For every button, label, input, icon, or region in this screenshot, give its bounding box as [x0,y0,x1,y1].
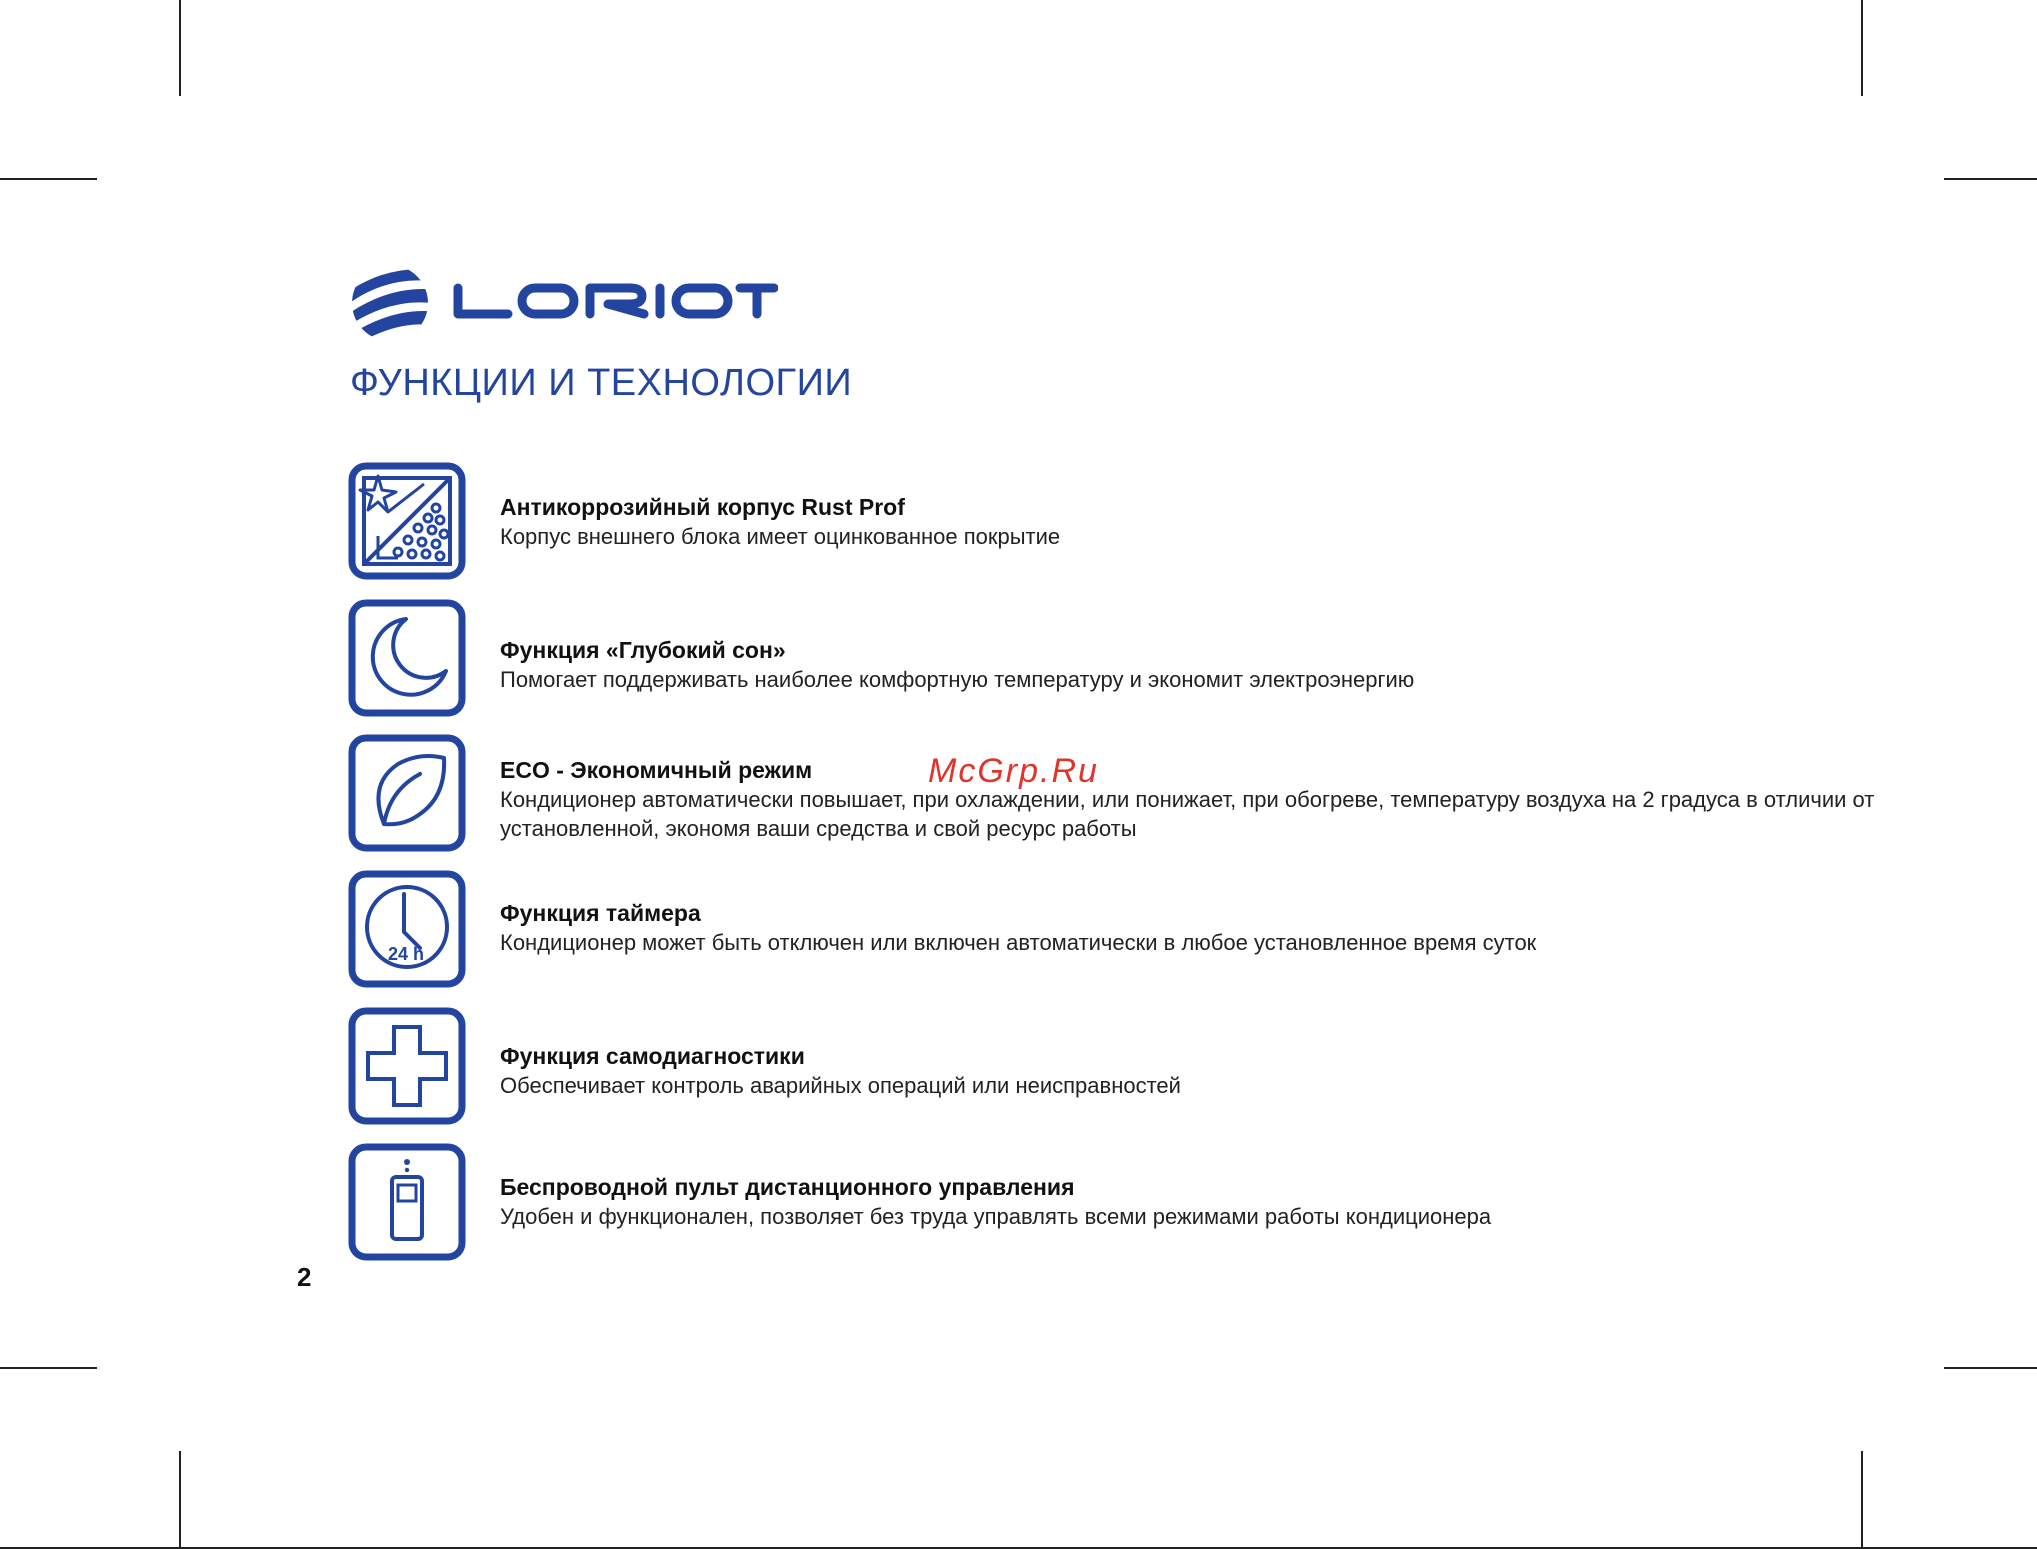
remote-control-icon [348,1143,466,1261]
clock-label: 24 h [387,944,425,964]
feature-text [500,755,2028,843]
feature-item [348,1007,2028,1125]
feature-description: Удобен и функционален, позволяет без труда управлять всеми режимами работы кондиционера [500,1204,1492,1229]
feature-item [348,462,2028,580]
page-number: 2 [297,1262,312,1292]
feature-description: Обеспечивает контроль аварийных операций или неисправностей [500,1073,1181,1098]
crop-mark [179,1451,181,1549]
crop-mark [1944,1367,2037,1369]
feature-text [500,898,2028,957]
crop-mark [0,1367,97,1369]
feature-title: Беспроводной пульт дистанционного управления [500,1174,1075,1200]
feature-title: Функция самодиагностики [500,1043,805,1069]
feature-item [348,599,2028,717]
feature-title: ECO - Экономичный режим [500,757,813,783]
feature-text [500,1172,2028,1231]
feature-description: Корпус внешнего блока имеет оцинкованное покрытие [500,524,1061,549]
feature-title: Функция «Глубокий сон» [500,637,786,663]
feature-text [500,635,2028,694]
moon-icon [348,599,466,717]
feature-item [348,870,2028,988]
feature-title: Антикоррозийный корпус Rust Prof [500,494,905,520]
feature-item [348,734,2028,852]
crop-mark [179,0,181,96]
clock-24h-icon [348,870,466,988]
feature-text [500,492,2028,551]
page-title: ФУНКЦИИ И ТЕХНОЛОГИИ [350,362,853,404]
feature-text [500,1041,2028,1100]
medical-cross-icon [348,1007,466,1125]
feature-description: Помогает поддерживать наиболее комфортную температуру и экономит электроэнергию [500,667,1415,692]
feature-description: Кондиционер автоматически повышает, при охлаждении, или понижает, при обогреве, температуру воздуха на 2 градуса в отличии от установленной, экономя ваши средства и свой ресурс работы [500,787,1875,841]
leaf-icon [348,734,466,852]
rust-protection-icon [348,462,466,580]
feature-item [348,1143,2028,1261]
watermark: McGrp.Ru [928,752,1099,790]
crop-mark [0,178,97,180]
feature-title: Функция таймера [500,900,701,926]
brand-logo [348,262,778,344]
crop-mark [1944,178,2037,180]
crop-mark [1861,1451,1863,1549]
feature-description: Кондиционер может быть отключен или включен автоматически в любое установленное время суток [500,930,1537,955]
crop-mark [1861,0,1863,96]
